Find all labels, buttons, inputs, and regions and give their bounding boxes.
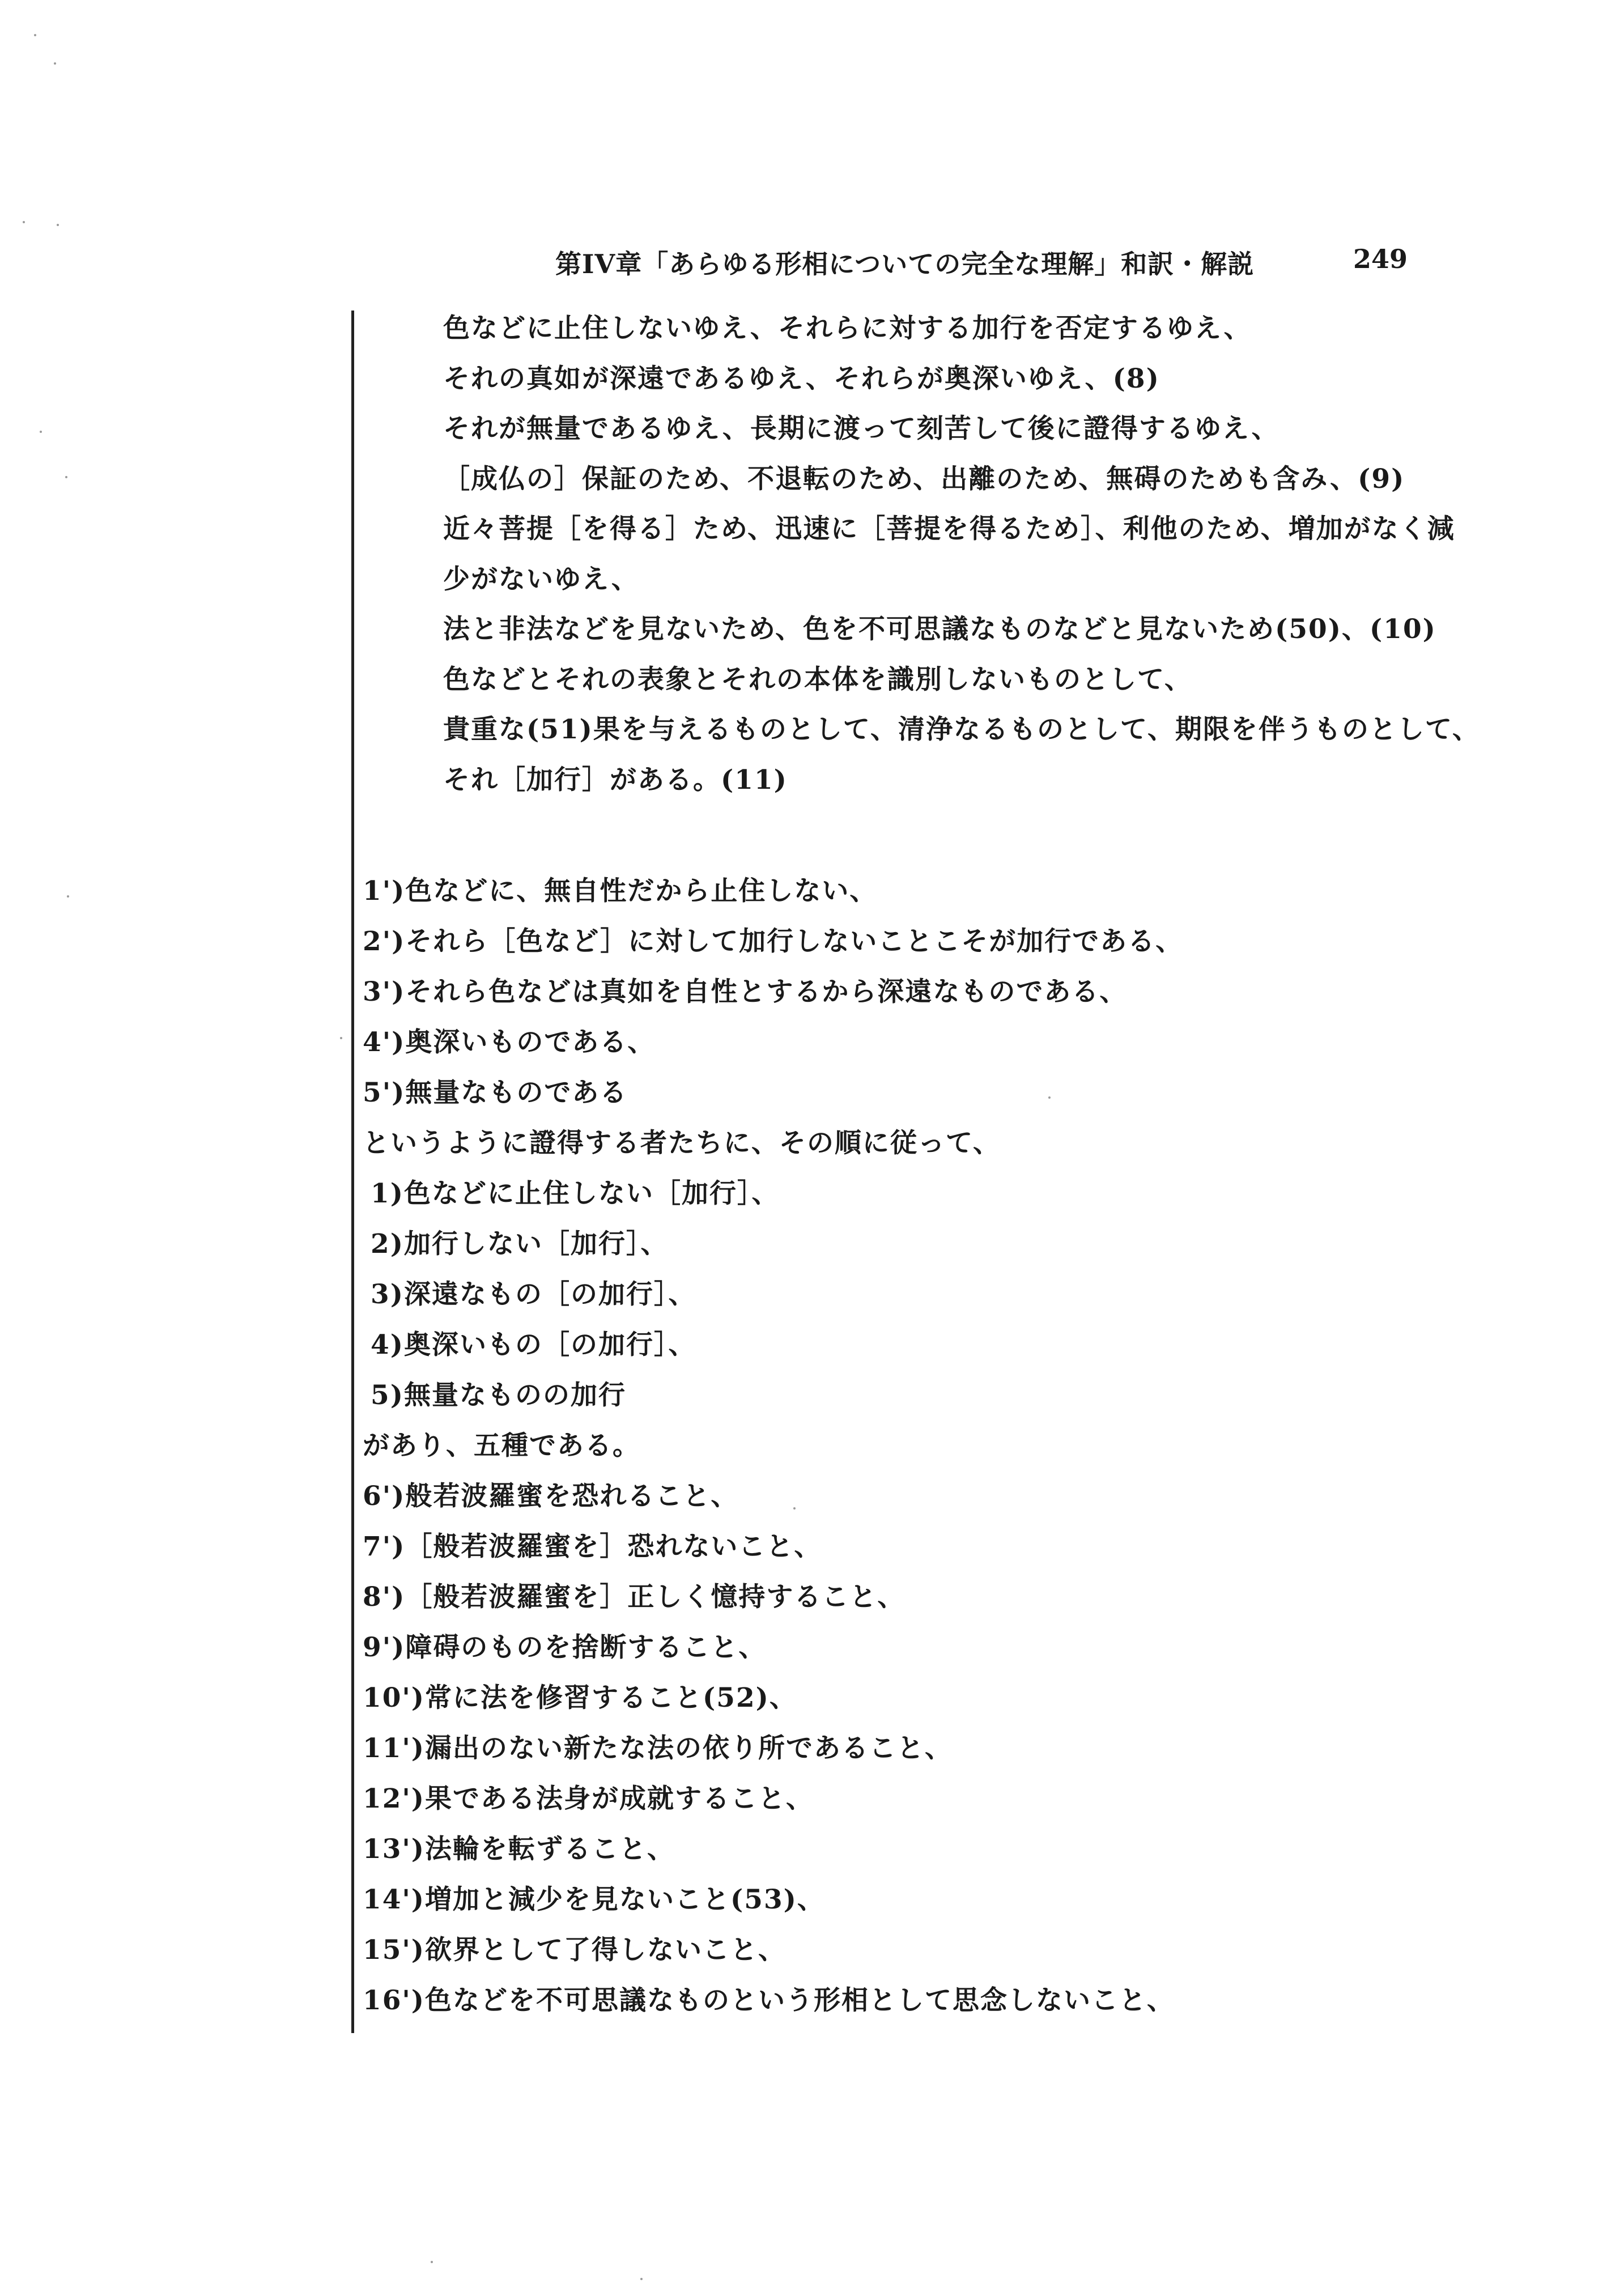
list-item: 2')それら［色など］に対して加行しないことこそが加行である、 [363, 926, 1184, 957]
verse-line: 貴重な(51)果を与えるものとして、清浄なるものとして、期限を伴うものとして、 [443, 714, 1481, 745]
list-item: 10')常に法を修習すること(52)、 [363, 1682, 797, 1714]
list-item: 4')奥深いものである、 [363, 1027, 656, 1058]
scan-speck [640, 2278, 643, 2280]
list-item: 6')般若波羅蜜を恐れること、 [363, 1481, 739, 1512]
list-item: 8')［般若波羅蜜を］正しく憶持すること、 [363, 1581, 905, 1613]
scan-speck [340, 1037, 342, 1039]
list-item: 3)深遠なもの［の加行］、 [371, 1279, 696, 1310]
verse-line: 近々菩提［を得る］ため、迅速に［菩提を得るため］、利他のため、増加がなく減 [443, 513, 1455, 545]
list-item: 3')それら色などは真如を自性とするから深遠なものである、 [363, 976, 1128, 1007]
list-item: 5)無量なものの加行 [371, 1380, 626, 1411]
verse-line: 法と非法などを見ないため、色を不可思議なものなどと見ないため(50)、(10) [443, 614, 1436, 645]
running-head-title: 第IV章「あらゆる形相についての完全な理解」和訳・解説 [555, 249, 1255, 279]
list-item: 2)加行しない［加行］、 [371, 1228, 669, 1260]
margin-rule [351, 311, 354, 2033]
scan-speck [54, 62, 56, 65]
scan-speck [34, 34, 36, 36]
list-item: 1')色などに、無自性だから止住しない、 [363, 875, 878, 907]
list-text: というように證得する者たちに、その順に従って、 [363, 1128, 1001, 1159]
commentary-list [363, 866, 1439, 2026]
list-item: 15')欲界として了得しないこと、 [363, 1934, 787, 1966]
list-item: 9')障碍のものを捨断すること、 [363, 1632, 767, 1663]
list-item: 5')無量なものである [363, 1077, 628, 1108]
list-text: があり、五種である。 [363, 1430, 640, 1461]
scan-speck [793, 1507, 796, 1510]
list-item: 4)奥深いもの［の加行］、 [371, 1329, 696, 1360]
verse-line: 少がないゆえ、 [443, 563, 639, 595]
verse-line: 色などとそれの表象とそれの本体を識別しないものとして、 [443, 664, 1193, 695]
scan-speck [67, 895, 69, 898]
verse-line: ［成仏の］保証のため、不退転のため、出離のため、無碍のためも含み、(9) [443, 463, 1405, 495]
list-item: 16')色などを不可思議なものという形相として思念しないこと、 [363, 1985, 1175, 2016]
scan-speck [1048, 1096, 1051, 1099]
verse-line: それの真如が深遠であるゆえ、それらが奥深いゆえ、(8) [443, 363, 1160, 394]
scan-speck [431, 2261, 433, 2263]
scan-speck [57, 224, 59, 226]
list-item: 14')増加と減少を見ないこと(53)、 [363, 1884, 825, 1915]
verse-line: それ［加行］がある。(11) [443, 764, 788, 796]
list-item: 1)色などに止住しない［加行］、 [371, 1178, 780, 1209]
verse-line: 色などに止住しないゆえ、それらに対する加行を否定するゆえ、 [443, 313, 1252, 344]
list-item: 7')［般若波羅蜜を］恐れないこと、 [363, 1531, 822, 1562]
scan-speck [23, 221, 25, 223]
scan-speck [65, 476, 67, 478]
page-number: 249 [1353, 244, 1408, 274]
list-item: 11')漏出のない新たな法の依り所であること、 [363, 1733, 953, 1764]
verse-line: それが無量であるゆえ、長期に渡って刻苦して後に證得するゆえ、 [443, 413, 1279, 444]
list-item: 12')果である法身が成就すること、 [363, 1783, 814, 1814]
verse-block [443, 304, 1481, 805]
scan-speck [40, 431, 42, 433]
list-item: 13')法輪を転ずること、 [363, 1834, 675, 1865]
